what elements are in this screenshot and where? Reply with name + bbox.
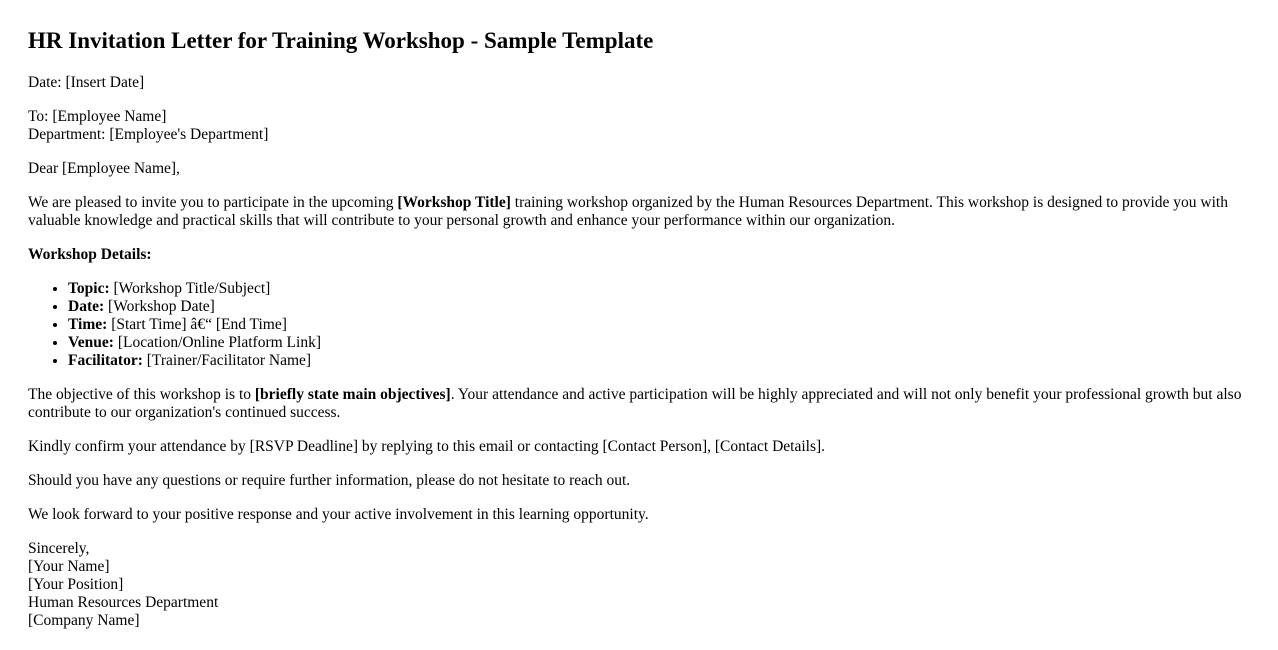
details-list (28, 280, 1250, 370)
intro-text-after: training workshop organized by the Human Resources Department. This workshop is designed to provide you with valuable knowledge and practical skills that will contribute to your personal growth and enhance your performance within our organization. (28, 194, 1228, 229)
signature-block (28, 540, 1250, 630)
details-heading (28, 246, 1250, 264)
detail-label: Date: (68, 298, 105, 315)
signature-name: [Your Name] (28, 558, 110, 575)
detail-value: [Start Time] â€“ [End Time] (107, 316, 287, 333)
salutation: Dear [Employee Name], (28, 160, 180, 177)
intro-paragraph (28, 194, 1250, 230)
recipient-block (28, 108, 1250, 144)
recipient-department: Department: [Employee's Department] (28, 126, 269, 143)
objective-text-after: . Your attendance and active participation will be highly appreciated and will not only benefit your professional growth but also contribute to our organization's continued success. (28, 386, 1242, 421)
detail-item-facilitator (68, 352, 1250, 370)
detail-item-time (68, 316, 1250, 334)
date-line: Date: [Insert Date] (28, 74, 145, 91)
detail-label: Topic: (68, 280, 110, 297)
objective-paragraph (28, 386, 1250, 422)
signature-department: Human Resources Department (28, 594, 219, 611)
page-title: HR Invitation Letter for Training Workshop - Sample Template (28, 28, 654, 53)
intro-workshop-title: [Workshop Title] (397, 194, 511, 211)
detail-item-date (68, 298, 1250, 316)
signature-company: [Company Name] (28, 612, 140, 629)
detail-item-topic (68, 280, 1250, 298)
signature-position: [Your Position] (28, 576, 124, 593)
objective-text-before: The objective of this workshop is to (28, 386, 255, 403)
detail-value: [Workshop Date] (104, 298, 215, 315)
signature-closing: Sincerely, (28, 540, 90, 557)
details-heading-text: Workshop Details: (28, 246, 152, 263)
intro-text-before: We are pleased to invite you to participate in the upcoming (28, 194, 398, 211)
detail-label: Time: (68, 316, 108, 333)
detail-label: Venue: (68, 334, 114, 351)
detail-value: [Trainer/Facilitator Name] (142, 352, 312, 369)
objective-highlight: [briefly state main objectives] (254, 386, 451, 403)
questions-paragraph: Should you have any questions or require further information, please do not hesitate to reach out. (28, 472, 631, 489)
closing-note: We look forward to your positive response and your active involvement in this learning opportunity. (28, 506, 649, 523)
recipient-to: To: [Employee Name] (28, 108, 167, 125)
rsvp-paragraph: Kindly confirm your attendance by [RSVP Deadline] by replying to this email or contacting [Contact Person], [Contact Details]. (28, 438, 826, 455)
detail-value: [Location/Online Platform Link] (113, 334, 321, 351)
detail-item-venue (68, 334, 1250, 352)
detail-label: Facilitator: (68, 352, 143, 369)
detail-value: [Workshop Title/Subject] (109, 280, 271, 297)
